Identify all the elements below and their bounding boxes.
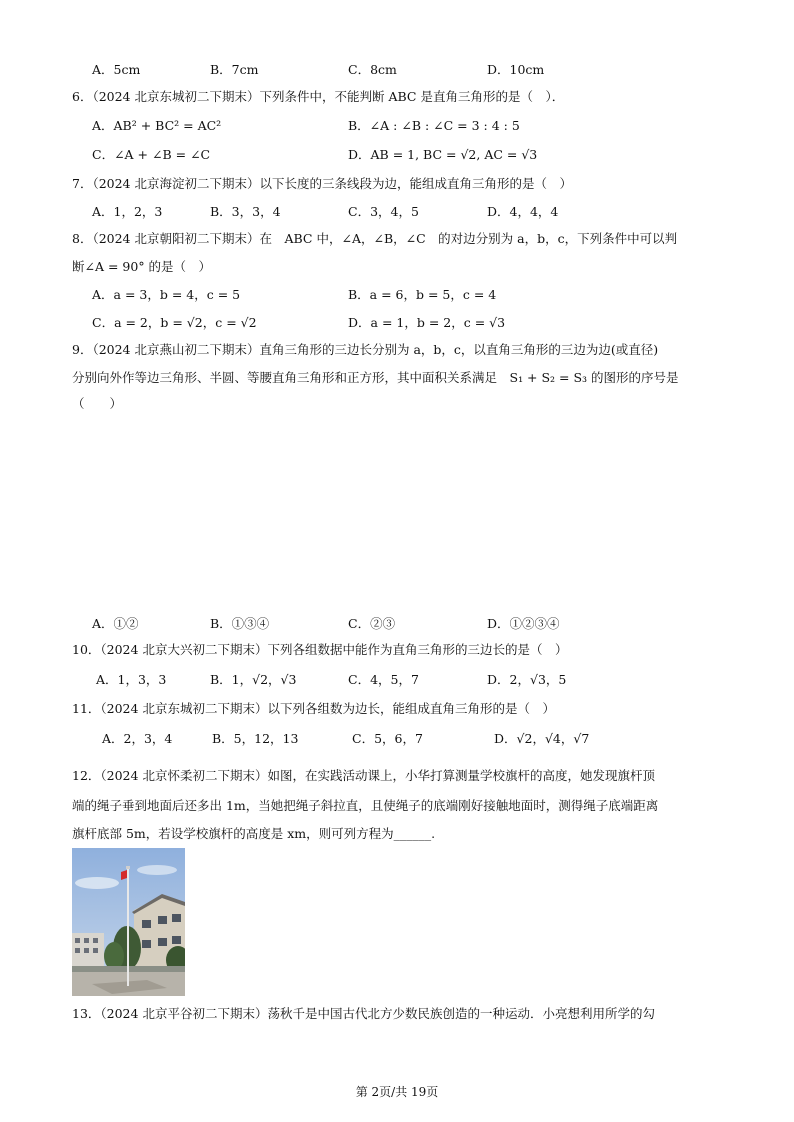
q5-option-d: D．10cm [487, 62, 545, 77]
q10-option-a: A．1，3，3 [96, 672, 167, 687]
q9-stem-line2: 分别向外作等边三角形、半圆、等腰直角三角形和正方形，其中面积关系满足 S₁ + S₂ = S₃ 的图形的序号是 [72, 370, 679, 385]
q5-option-b: B．7cm [210, 62, 259, 77]
q8-option-b: B．a = 6，b = 5，c = 4 [348, 287, 497, 302]
q9-option-d: D．①②③④ [487, 616, 560, 631]
q11-option-c: C．5，6，7 [352, 731, 423, 746]
q9-stem-line1: 9．（2024 北京燕山初二下期末）直角三角形的三边长分别为 a，b，c，以直角三角形的三边为边(或直径) [72, 342, 659, 357]
q8-stem-line2: 断∠A = 90° 的是（ ） [72, 259, 212, 274]
q11-option-b: B．5，12，13 [212, 731, 299, 746]
q12-line1: 12．（2024 北京怀柔初二下期末）如图，在实践活动课上，小华打算测量学校旗杆的高度，她发现旗杆顶 [72, 768, 655, 783]
q7-option-a: A．1，2，3 [92, 204, 163, 219]
q12-line3: 旗杆底部 5m，若设学校旗杆的高度是 xm，则可列方程为______. [72, 826, 436, 841]
q6-option-c: C．∠A + ∠B = ∠C [92, 147, 211, 162]
q7-option-d: D．4，4，4 [487, 204, 559, 219]
q5-option-c: C．8cm [348, 62, 397, 77]
q8-option-d: D．a = 1，b = 2，c = √3 [348, 315, 506, 330]
q10-stem: 10．（2024 北京大兴初二下期末）下列各组数据中能作为直角三角形的三边长的是（ ） [72, 642, 568, 657]
q9-option-c: C．②③ [348, 616, 396, 631]
q7-option-b: B．3，3，4 [210, 204, 281, 219]
q8-option-c: C．a = 2，b = √2，c = √2 [92, 315, 257, 330]
page-footer: 第 2页/共 19页 [355, 1085, 439, 1099]
q7-option-c: C．3，4，5 [348, 204, 419, 219]
q11-stem: 11．（2024 北京东城初二下期末）以下列各组数为边长，能组成直角三角形的是（ ） [72, 701, 555, 716]
q11-option-a: A．2，3，4 [102, 731, 173, 746]
q6-option-a: A．AB² + BC² = AC² [92, 118, 222, 133]
q9-stem-line3: （ ） [72, 396, 123, 411]
q10-option-c: C．4，5，7 [348, 672, 419, 687]
q12-line2: 端的绳子垂到地面后还多出 1m，当她把绳子斜拉直，且使绳子的底端刚好接触地面时，测得绳子底端距离 [72, 798, 659, 813]
q8-stem-line1: 8．（2024 北京朝阳初二下期末）在 ABC 中，∠A，∠B，∠C 的对边分别为 a，b，c，下列条件中可以判 [72, 231, 678, 246]
q6-stem: 6．（2024 北京东城初二下期末）下列条件中，不能判断 ABC 是直角三角形的是（ ）． [72, 89, 565, 104]
q10-option-b: B．1，√2，√3 [210, 672, 297, 687]
q6-option-d: D．AB = 1, BC = √2, AC = √3 [348, 147, 538, 162]
q8-option-a: A．a = 3，b = 4，c = 5 [92, 287, 241, 302]
q9-option-a: A．①② [92, 616, 139, 631]
q5-option-a: A．5cm [92, 62, 141, 77]
q11-option-d: D．√2，√4，√7 [494, 731, 590, 746]
q6-option-b: B．∠A : ∠B : ∠C = 3 : 4 : 5 [348, 118, 520, 133]
flagpole-photo [72, 848, 185, 996]
q9-option-b: B．①③④ [210, 616, 270, 631]
q7-stem: 7．（2024 北京海淀初二下期末）以下长度的三条线段为边，能组成直角三角形的是（ ） [72, 176, 572, 191]
q10-option-d: D．2，√3，5 [487, 672, 567, 687]
q13-line1: 13．（2024 北京平谷初二下期末）荡秋千是中国古代北方少数民族创造的一种运动．小亮想利用所学的勾 [72, 1006, 655, 1021]
